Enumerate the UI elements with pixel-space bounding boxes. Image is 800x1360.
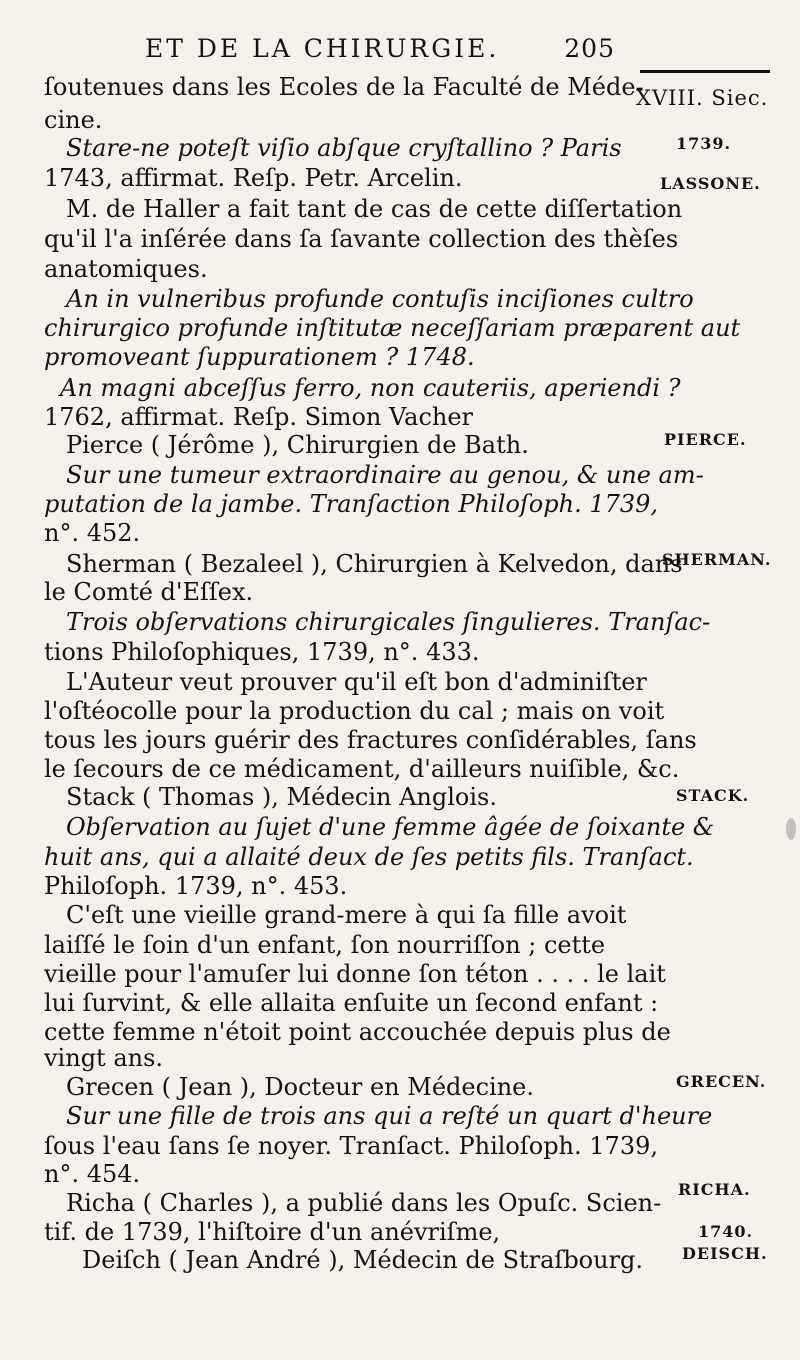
text-line: huit ans, qui a allaité deux de ſes petits fils. Tranſact. — [44, 843, 694, 871]
text-line: putation de la jambe. Tranſaction Philoſoph. 1739, — [44, 490, 659, 518]
text-line: C'eſt une vieille grand-mere à qui ſa fille avoit — [66, 901, 627, 929]
text-line: promoveant ſuppurationem ? 1748. — [44, 343, 475, 371]
ink-blot — [786, 818, 796, 840]
margin-rule — [640, 70, 770, 73]
text-line: l'oſtéocolle pour la production du cal ; mais on voit — [44, 697, 665, 725]
text-line: Obſervation au ſujet d'une femme âgée de ſoixante & — [66, 813, 715, 841]
text-line: chirurgico profunde inſtitutæ neceſſariam præparent aut — [44, 314, 741, 342]
margin-name: LASSONE. — [660, 174, 761, 193]
text-line: cette femme n'étoit point accouchée depuis plus de — [44, 1018, 671, 1046]
margin-year: 1740. — [698, 1222, 754, 1241]
margin-name: STACK. — [676, 786, 750, 805]
text-line: L'Auteur veut prouver qu'il eſt bon d'adminiſter — [66, 668, 647, 696]
text-line: tif. de 1739, l'hiſtoire d'un anévriſme, — [44, 1218, 501, 1246]
margin-year: 1739. — [676, 134, 732, 153]
text-line: Philoſoph. 1739, n°. 453. — [44, 872, 348, 900]
margin-name: PIERCE. — [664, 430, 747, 449]
text-line: anatomiques. — [44, 255, 208, 283]
text-line: vieille pour l'amuſer lui donne ſon téton . . . . le lait — [44, 960, 666, 988]
text-line: le ſecours de ce médicament, d'ailleurs nuiſible, &c. — [44, 755, 680, 783]
text-line: Stack ( Thomas ), Médecin Anglois. — [66, 783, 497, 811]
text-line: Pierce ( Jérôme ), Chirurgien de Bath. — [66, 431, 529, 459]
text-line: Stare-ne poteſt viſio abſque cryſtallino ? Paris — [66, 134, 622, 162]
text-line: M. de Haller a fait tant de cas de cette diſſertation — [66, 195, 683, 223]
text-line: n°. 452. — [44, 519, 141, 547]
text-line: cine. — [44, 106, 103, 134]
text-line: Richa ( Charles ), a publié dans les Opuſc. Scien- — [66, 1189, 662, 1217]
text-line: laiſſé le ſoin d'un enfant, ſon nourriſſon ; cette — [44, 931, 606, 959]
text-line: Grecen ( Jean ), Docteur en Médecine. — [66, 1073, 534, 1101]
margin-name: SHERMAN. — [662, 550, 772, 569]
text-line: Sur une fille de trois ans qui a reſté un quart d'heure — [66, 1102, 713, 1130]
running-title: ET DE LA CHIRURGIE. — [145, 34, 500, 63]
margin-name: RICHA. — [678, 1180, 751, 1199]
margin-name: GRECEN. — [676, 1072, 767, 1091]
margin-century: XVIII. Siec. — [636, 86, 769, 110]
page-number: 205 — [564, 34, 615, 63]
text-line: Trois obſervations chirurgicales ſingulieres. Tranſac- — [66, 608, 711, 636]
text-line: vingt ans. — [44, 1044, 164, 1072]
text-line: n°. 454. — [44, 1160, 141, 1188]
text-line: Deiſch ( Jean André ), Médecin de Straſbourg. — [82, 1246, 644, 1274]
text-line: An magni abceſſus ferro, non cauteriis, aperiendi ? — [60, 374, 681, 402]
text-line: ſoutenues dans les Ecoles de la Faculté de Méde- — [44, 73, 644, 101]
text-line: tous les jours guérir des fractures conſidérables, ſans — [44, 726, 697, 754]
text-line: Sur une tumeur extraordinaire au genou, & une am- — [66, 461, 704, 489]
margin-name: DEISCH. — [682, 1244, 768, 1263]
text-line: Sherman ( Bezaleel ), Chirurgien à Kelvedon, dans — [66, 550, 683, 578]
text-line: ſous l'eau ſans ſe noyer. Tranſact. Philoſoph. 1739, — [44, 1132, 658, 1160]
text-line: tions Philoſophiques, 1739, n°. 433. — [44, 638, 480, 666]
text-line: le Comté d'Eſſex. — [44, 578, 254, 606]
text-line: 1743, affirmat. Reſp. Petr. Arcelin. — [44, 164, 463, 192]
text-line: lui ſurvint, & elle allaita enſuite un ſecond enfant : — [44, 989, 659, 1017]
text-line: 1762, affirmat. Reſp. Simon Vacher — [44, 403, 474, 431]
running-header — [145, 34, 615, 66]
text-line: An in vulneribus profunde contuſis inciſiones cultro — [66, 285, 694, 313]
text-line: qu'il l'a inſérée dans ſa ſavante collection des thèſes — [44, 225, 679, 253]
